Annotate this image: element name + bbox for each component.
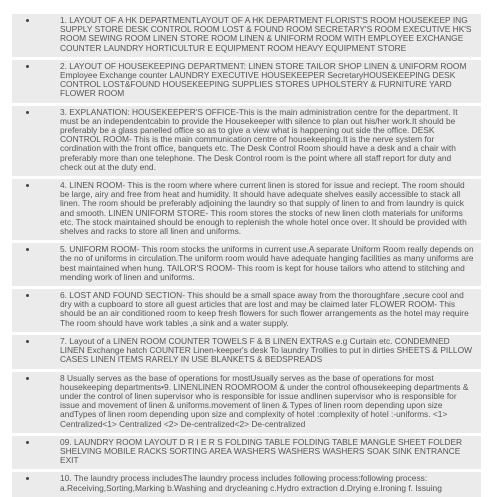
bullet-icon — [26, 184, 29, 187]
list-item-text: 09. LAUNDRY ROOM LAYOUT D R I E R S FOLDING TABLE FOLDING TABLE MANGLE SHEET FOLDER SHELVING MOBILE RACKS SORTING AREA WASHERS WASHERS WASHERS SOAK SINK ENTRANCE EXIT — [60, 436, 463, 466]
list-item-text: 2. LAYOUT OF HOUSEKEEPING DEPARTMENT: LINEN STORE TAILOR SHOP LINEN & UNIFORM ROOM Employee Exchange counter LAUNDRY EXECUTIVE HOUSEKEEPER SecretaryHOUSEKEEPING DESK CONTROL LOST&FOUND HOUSEKEEPING SUPPLIES STORES UPHOLSTERY & FURNITURE YARD FLOWER ROOM — [60, 60, 467, 99]
list-item-text: 8 Usually serves as the base of operations for mostUsually serves as the base of operations for most housekeeping departments•9. LINENLINEN ROOMROOM & under the control ofhousekeeping departments & under the control of linen supervisor who is responsible for issue andlinen supervisor who is responsible for issue and movement of linen & uniforms.movement of linen & Types of linen room depending upon size andTypes of linen room depending upon size and complexity of hotel :complexity of hotel :-uniforms. <1> Centralized<1> Centralized <2> De-centralized<2> De-centralized — [60, 372, 469, 429]
slide-notes-list — [12, 14, 481, 497]
bullet-icon — [26, 340, 29, 343]
list-item-7 — [12, 335, 481, 369]
list-item-text: 4. LINEN ROOM- This is the room where where current linen is stored for issue and reciept. The room should be large, airy and free from heat and humidity. It should have adequate shelves easily accessible to stack all linen. The room should be preferably adjoining the laundry so that supply of linen to and from laundry is quick and smooth. LINEN UNIFORM STORE- This room stores the stocks of new linen cloth materials for uniforms etc. The stock maintained should be enough to replenish the whole hotel once over. It should be provided with shelves and racks to store all linen and uniforms. — [60, 180, 467, 237]
list-item-9 — [12, 436, 481, 470]
list-item-5 — [12, 243, 481, 286]
list-item-2 — [12, 60, 481, 103]
bullet-icon — [26, 111, 29, 114]
list-item-4 — [12, 179, 481, 240]
bullet-icon — [26, 65, 29, 68]
list-item-text: 1. LAYOUT OF A HK DEPARTMENTLAYOUT OF A HK DEPARTMENT FLORIST'S ROOM HOUSEKEEP ING SUPPLY STORE DESK CONTROL ROOM LOST & FOUND ROOM SECRETARY'S ROOM EXECUTIVE HK'S ROOM SEWING ROOM LINEN STORE ROOM LINEN & UNIFORM ROOM WITH EMPLOYEE EXCHANGE COUNTER LAUNDRY HORTICULTUR E EQUIPMENT ROOM HEAVY EQUIPMENT STORE — [60, 15, 472, 53]
list-item-text: 10. The laundry process includesThe laundry process includes following process:following process: a.Receiving,Sorting,Marking b.Washing and drycleaning c.Hydro extraction d.Drying e.Ironing f. Issuing — [60, 473, 442, 493]
bullet-icon — [26, 377, 29, 380]
bullet-icon — [26, 294, 29, 297]
list-item-1 — [12, 14, 481, 57]
list-item-3 — [12, 106, 481, 176]
list-item-text: 5. UNIFORM ROOM- This room stocks the uniforms in current use.A separate Uniform Room really depends on the no of uniforms in circulation.The uniform room would have adequate hanging facilities as many uniforms are best maintained when hung. TAILOR'S ROOM- This room is kept for house tailors who attend to stitching and mending work of linen and uniforms. — [60, 244, 474, 282]
list-item-text: 7. Layout of a LINEN ROOM COUNTER TOWELS F & B LINEN EXTRAS e.g Curtain etc. CONDEMNED LINEN Exchange hatch COUNTER Linen-keeper's desk To laundry Trollies to put in dirties SHEETS & PILLOW CASES LINEN ITEMS RARELY IN USE BLANKETS & BEDSPREADS — [60, 335, 472, 365]
list-item-6 — [12, 289, 481, 332]
bullet-icon — [26, 441, 29, 444]
bullet-icon — [26, 248, 29, 251]
list-item-8 — [12, 372, 481, 433]
list-item-text: 3. EXPLANATION: HOUSEKEEPER'S OFFICE-This is the main administration centre for the department. It must be an independentcabin to provide the Housekeeper with silence to plan out his/her work.It should be preferably be a glass panelled office so as to give a view what is happening out side the office. DESK CONTROL ROOM- This is the main communication centre of housekeeping.It is the nerve system for cordination with the front office, banquets etc. The Desk Control Room should have a desk and a chair with preferably more than one telephone. The Desk Control room is the point where all staff report for duty and check out at the duty end. — [60, 106, 458, 172]
bullet-icon — [26, 477, 29, 480]
list-item-text: 6. LOST AND FOUND SECTION- This should be a small space away from the thoroughfare ,secure cool and dry with a cupboard to store all guest articles that are lost and may be claimed later FLOWER ROOM- This should be an air conditioned room to keep fresh flowers for such flower arrangements as the hotel may require The room should have work tables ,a sink and a water supply. — [60, 290, 469, 328]
bullet-icon — [26, 19, 29, 22]
list-item-10 — [12, 472, 481, 496]
